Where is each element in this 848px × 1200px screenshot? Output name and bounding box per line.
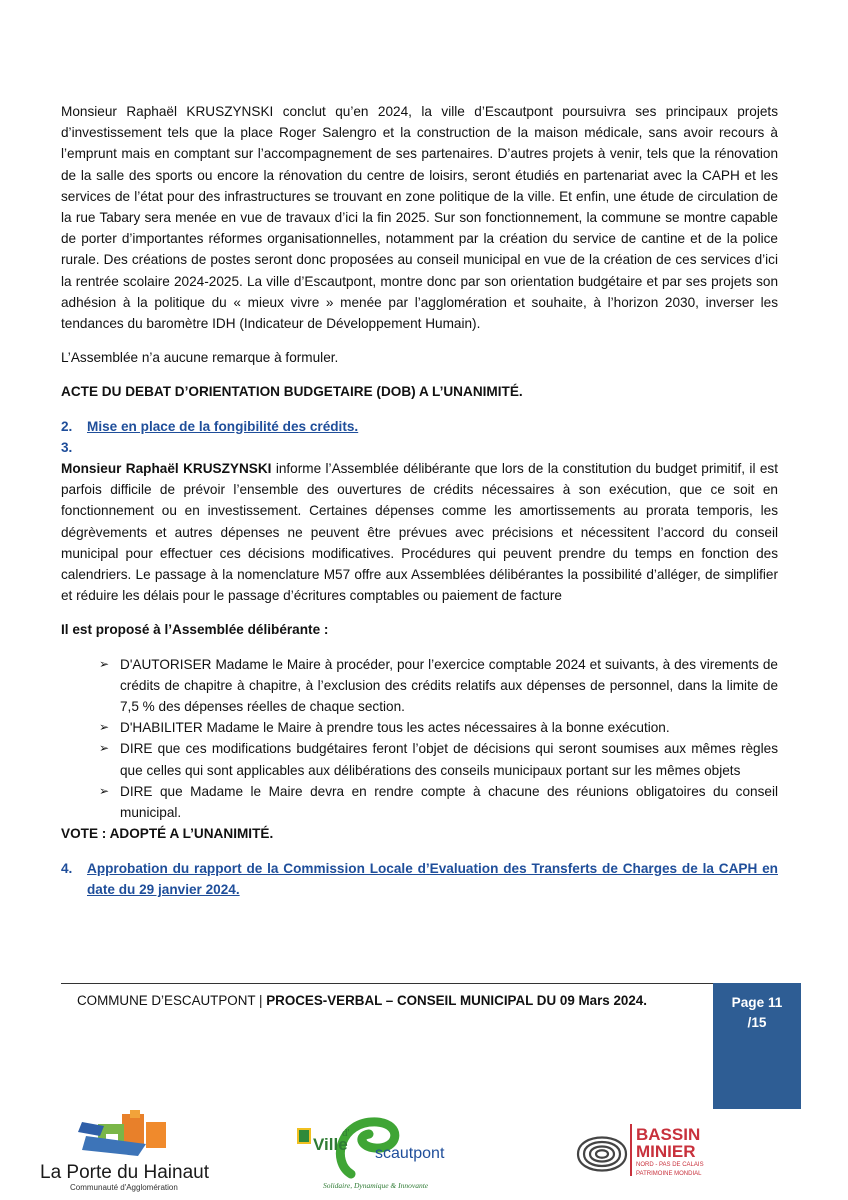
bassin-minier-logo <box>574 1124 710 1188</box>
page-number: Page 11 <box>731 995 783 1010</box>
page-total: /15 <box>747 1015 767 1030</box>
vote-result: VOTE : ADOPTÉ A L’UNANIMITÉ. <box>61 826 274 842</box>
page-body <box>61 101 778 900</box>
footer-commune: COMMUNE D’ESCAUTPONT | <box>77 993 267 1008</box>
escaut-de: d' <box>342 1127 350 1139</box>
escaut-tagline: Solidaire, Dynamique & Innovante <box>323 1181 429 1190</box>
bassin-line1: BASSIN <box>636 1125 701 1144</box>
section-3-number: 3. <box>61 439 73 455</box>
list-item <box>99 717 778 738</box>
proposal-heading: Il est proposé à l’Assemblée délibérante : <box>61 622 329 638</box>
list-item-text: DIRE que Madame le Maire devra en rendre compte à chacune des réunions obligatoires du conseil municipal. <box>120 783 778 821</box>
escaut-ville: Ville <box>313 1135 348 1154</box>
hainaut-subtitle: Communauté d'Agglomération <box>70 1183 178 1192</box>
arrow-bullet-icon: ➢ <box>99 741 110 756</box>
speaker-name: Monsieur Raphaël KRUSZYNSKI <box>61 461 272 477</box>
bassin-line2: MINIER <box>636 1142 696 1161</box>
la-porte-du-hainaut-logo <box>34 1110 219 1195</box>
section-4-heading <box>61 858 778 900</box>
section-2-number: 2. <box>61 418 73 434</box>
footer-title <box>77 993 647 1008</box>
list-item <box>99 781 778 823</box>
page-footer <box>61 983 801 1109</box>
list-item-text: D'HABILITER Madame le Maire à prendre tous les actes nécessaires à la bonne exécution. <box>120 720 670 736</box>
ville-escautpont-logo <box>295 1114 450 1194</box>
fongibilite-text: informe l’Assemblée délibérante que lors de la constitution du budget primitif, il est parfois difficile de prévoir l’ensemble des ouvertures de crédits nécessaires à son exécution, que ce soit en fonctionnement ou en investissement. Certaines dépenses comme les amortissements au prorata temporis, les dégrèvements et autres dépenses ne peuvent être prévues avec précisions et nécessitent l’accord du conseil municipal pour effectuer ces décisions modificatives. Procédures qui peuvent prendre du temps en fonction des calendriers. Le passage à la nomenclature M57 offre aux Assemblées délibérantes la possibilité d’alléger, de simplifier et réduire les délais pour le passage d’écritures comptables ou paiement de facture <box>61 461 778 604</box>
list-item-text: D'AUTORISER Madame le Maire à procéder, pour l’exercice comptable 2024 et suivants, à des virements de crédits de chapitre à chapitre, à l’exclusion des crédits relatifs aux dépenses de personnel, dans la limite de 7,5 % des dépenses réelles de chaque section. <box>120 656 778 715</box>
no-remarks-text: L’Assemblée n’a aucune remarque à formuler. <box>61 350 339 366</box>
list-item <box>99 654 778 718</box>
section-4-title: Approbation du rapport de la Commission Locale d’Evaluation des Transferts de Charges de la CAPH en date du 29 janvier 2024. <box>87 860 778 897</box>
arrow-bullet-icon: ➢ <box>99 720 110 735</box>
section-4-number: 4. <box>61 860 73 876</box>
arrow-bullet-icon: ➢ <box>99 656 110 671</box>
hainaut-name: La Porte du Hainaut <box>40 1162 210 1183</box>
list-item <box>99 738 778 780</box>
bassin-line4: PATRIMOINE MONDIAL <box>636 1171 702 1177</box>
proposal-list <box>61 654 778 824</box>
escaut-name: scautpont <box>375 1145 445 1162</box>
footer-divider <box>61 983 713 984</box>
intro-paragraph: Monsieur Raphaël KRUSZYNSKI conclut qu’en 2024, la ville d’Escautpont poursuivra ses principaux projets d’investissement tels que la place Roger Salengro et la construction de la maison médicale, sans avoir recours à l’emprunt mais en comptant sur l’accompagnement de ses partenaires. D’autres projets à venir, tels que la rénovation de la salle des sports ou encore la rénovation du centre de loisirs, seront étudiés en partenariat avec la CAPH et les services de l’état pour des infrastructures se trouvant en zone politique de la ville. Et enfin, une étude de circulation de la rue Tabary sera menée en vue de travaux d’ici la fin 2025. Sur son fonctionnement, la commune se montre capable de porter d’importantes réformes organisationnelles, notamment par la création du service de cantine et de la police rurale. Des créations de postes seront donc proposées au conseil municipal en vue de la création de ces services d’ici la rentrée scolaire 2024-2025. La ville d’Escautpont, montre donc par son orientation budgétaire et par ses projets son adhésion à la politique du « mieux vivre » menée par l’agglomération et souhaite, à l’horizon 2030, inverser les tendances du baromètre IDH (Indicateur de Développement Humain). <box>61 104 778 332</box>
page-number-box <box>713 983 801 1109</box>
list-item-text: DIRE que ces modifications budgétaires feront l’objet de décisions qui seront soumises aux mêmes règles que celles qui sont applicables aux délibérations des conseils municipaux portant sur les mêmes objets <box>120 741 778 778</box>
fongibilite-paragraph <box>61 458 778 606</box>
section-2-heading <box>61 416 778 437</box>
section-2-title: Mise en place de la fongibilité des crédits. <box>87 418 359 434</box>
acte-dob-statement: ACTE DU DEBAT D’ORIENTATION BUDGETAIRE (DOB) A L’UNANIMITÉ. <box>61 384 523 400</box>
bassin-line3: NORD - PAS DE CALAIS <box>636 1162 704 1168</box>
footer-pv: PROCES-VERBAL – CONSEIL MUNICIPAL DU 09 Mars 2024. <box>266 993 647 1008</box>
arrow-bullet-icon: ➢ <box>99 783 110 798</box>
partner-logos <box>0 1110 848 1200</box>
